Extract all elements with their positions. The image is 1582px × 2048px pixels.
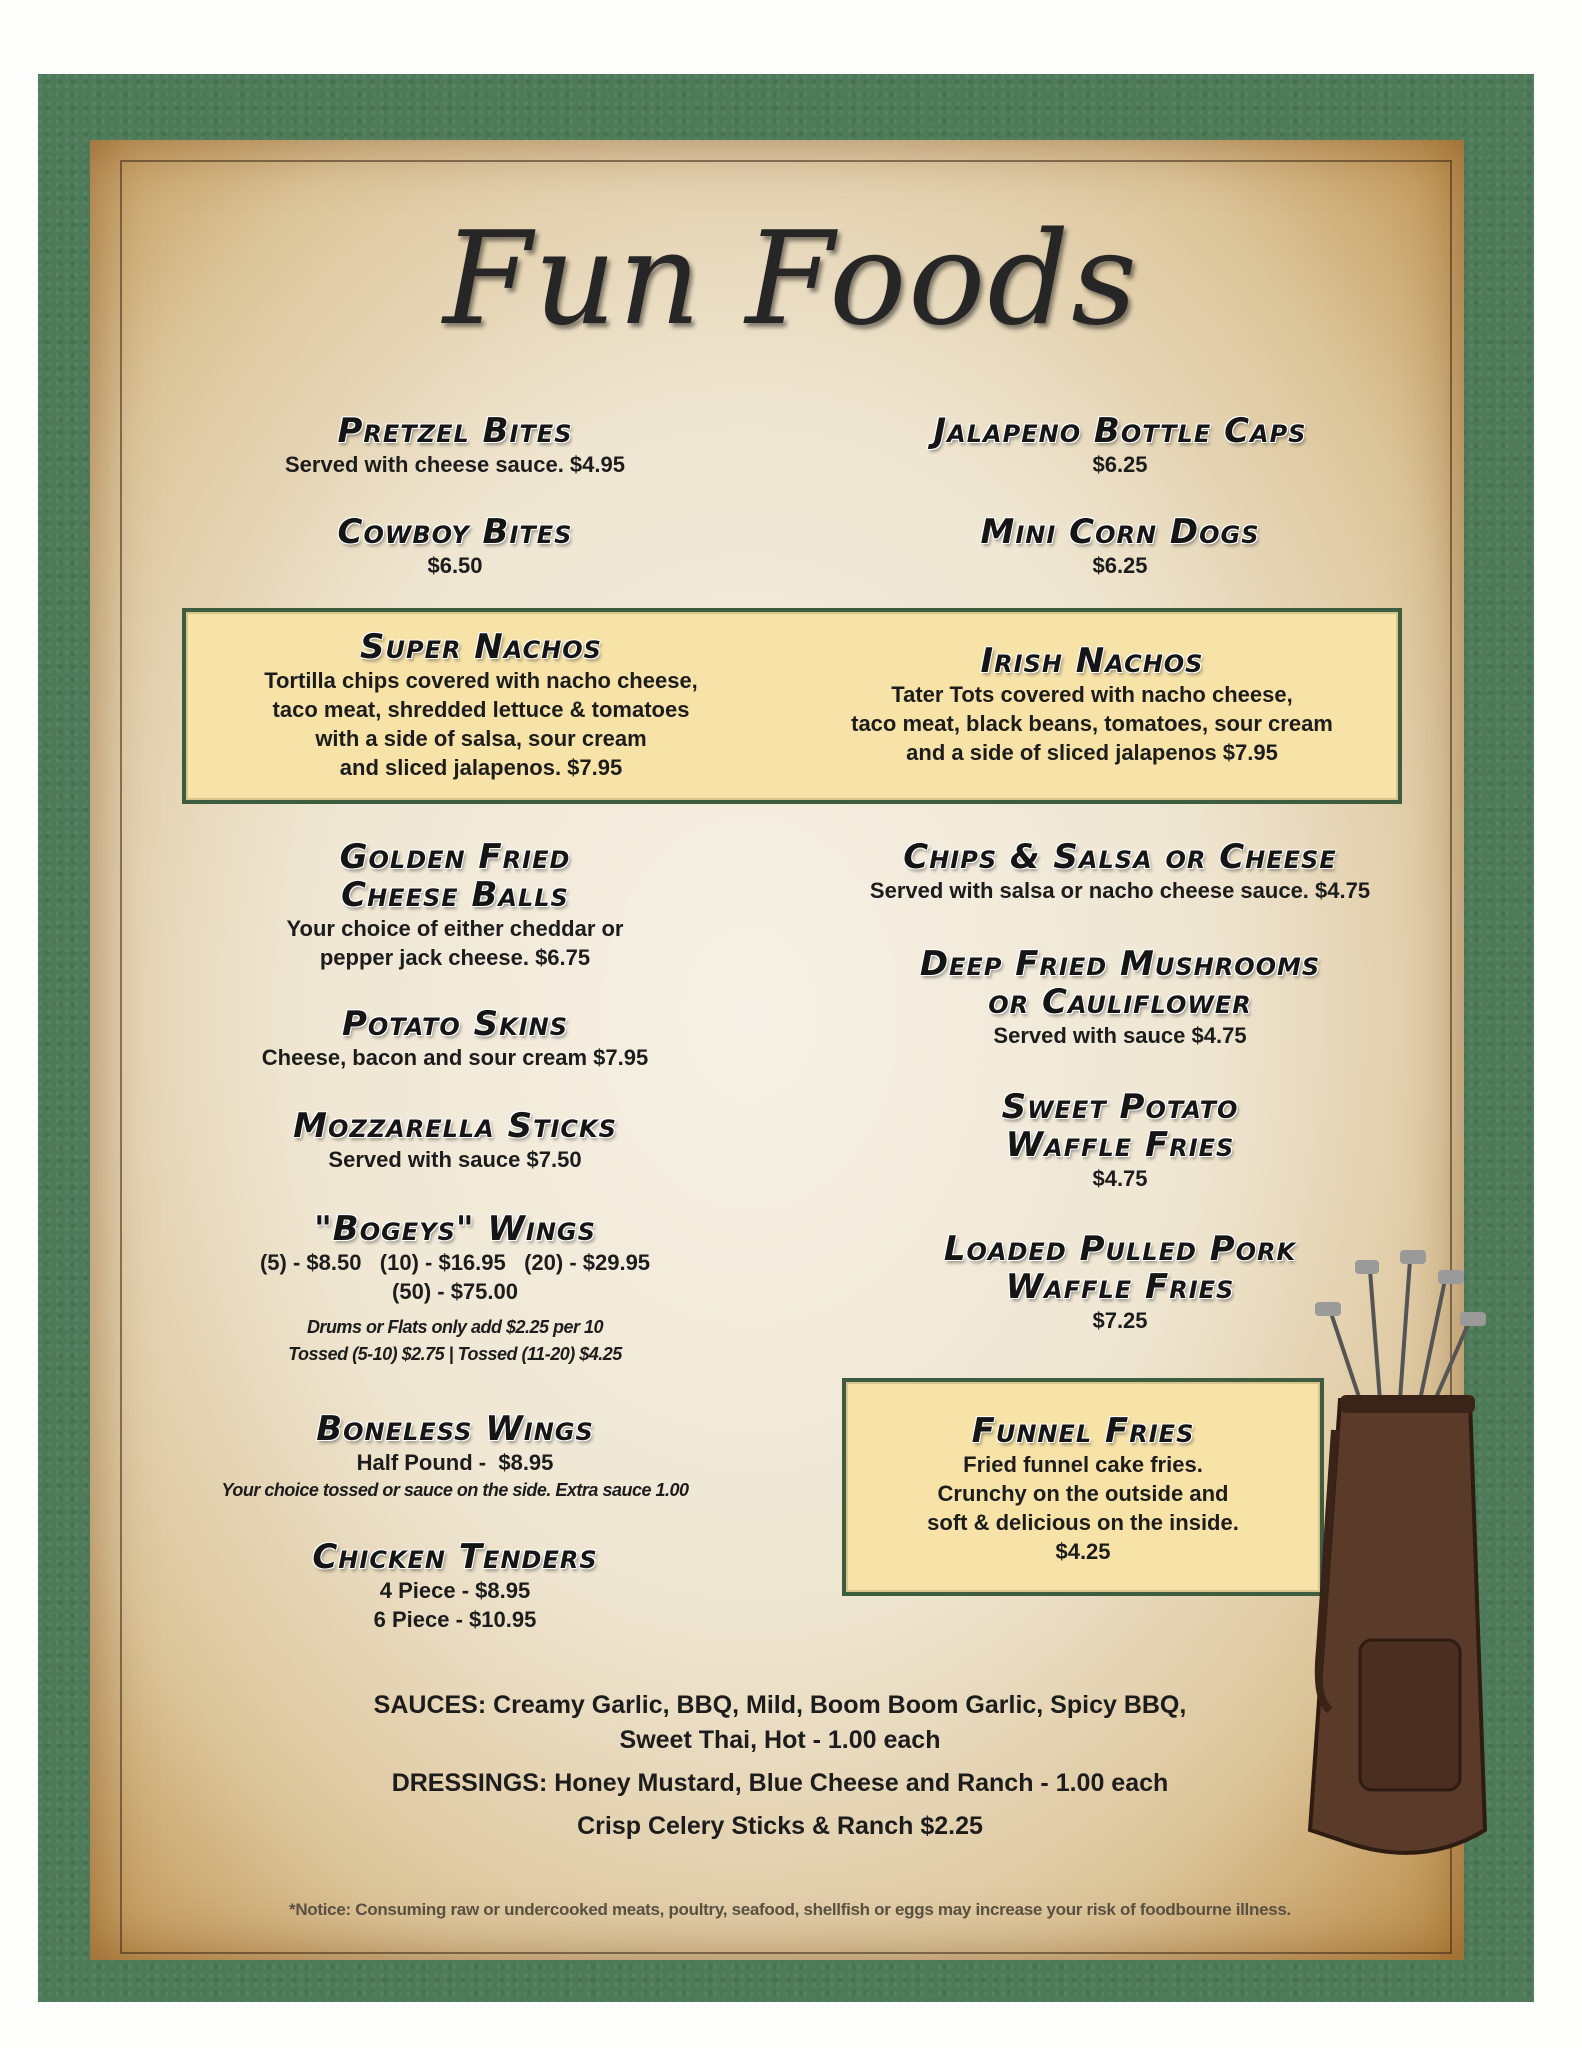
item-name: Mozzarella Sticks <box>293 1106 617 1146</box>
item-name: Cowboy Bites <box>337 512 573 552</box>
item-desc: pepper jack cheese. $6.75 <box>319 945 591 970</box>
menu-item-jalapeno-bottle-caps <box>800 412 1440 479</box>
item-name-line: Deep Fried Mushrooms <box>919 944 1321 984</box>
item-note: Your choice tossed or sauce on the side. Extra sauce 1.00 <box>221 1480 689 1500</box>
menu-item-super-nachos <box>186 628 776 782</box>
menu-item-cowboy-bites <box>195 513 715 580</box>
menu-item-pretzel-bites <box>195 412 715 479</box>
item-desc: and a side of sliced jalapenos $7.95 <box>906 740 1278 765</box>
menu-item-mozzarella-sticks <box>195 1107 715 1174</box>
item-desc: Tater Tots covered with nacho cheese, <box>891 682 1293 707</box>
item-name: Irish Nachos <box>980 641 1204 681</box>
item-desc: 6 Piece - $10.95 <box>373 1607 537 1632</box>
item-name-line: Sweet Potato <box>1001 1087 1239 1127</box>
item-desc: taco meat, shredded lettuce & tomatoes <box>272 697 690 722</box>
menu-item-irish-nachos <box>786 642 1398 767</box>
funnel-fries-box <box>842 1378 1324 1596</box>
item-desc: $7.25 <box>1092 1308 1148 1333</box>
menu-item-bogeys-wings <box>195 1210 715 1368</box>
item-desc: Your choice of either cheddar or <box>286 916 624 941</box>
item-desc: Tortilla chips covered with nacho cheese, <box>264 668 698 693</box>
item-name: "Bogeys" Wings <box>314 1209 596 1249</box>
menu-item-potato-skins <box>195 1005 715 1072</box>
item-desc: Half Pound - $8.95 <box>356 1450 554 1475</box>
item-name-line: Waffle Fries <box>1005 1267 1235 1307</box>
menu-item-golden-fried-cheese-balls <box>195 838 715 972</box>
dressings-line: DRESSINGS: Honey Mustard, Blue Cheese and Ranch - 1.00 each <box>391 1769 1169 1797</box>
item-desc: soft & delicious on the inside. <box>927 1510 1239 1535</box>
sauces-section <box>250 1688 1310 1844</box>
celery-line: Crisp Celery Sticks & Ranch $2.25 <box>577 1812 983 1840</box>
item-name: Jalapeno Bottle Caps <box>933 411 1307 451</box>
item-desc: $6.50 <box>427 553 483 578</box>
menu-item-chicken-tenders <box>195 1538 715 1634</box>
item-desc: $6.25 <box>1092 553 1148 578</box>
sauces-line: SAUCES: Creamy Garlic, BBQ, Mild, Boom Boom Garlic, Spicy BBQ, <box>373 1691 1187 1719</box>
item-desc: Served with cheese sauce. $4.95 <box>285 452 625 477</box>
item-desc: (5) - $8.50 (10) - $16.95 (20) - $29.95 <box>259 1250 651 1275</box>
item-name: Boneless Wings <box>316 1409 594 1449</box>
item-desc: and sliced jalapenos. $7.95 <box>339 755 623 780</box>
item-name: Mini Corn Dogs <box>980 512 1260 552</box>
item-desc: taco meat, black beans, tomatoes, sour cream <box>851 711 1333 736</box>
item-desc: $4.25 <box>1055 1539 1111 1564</box>
item-name-line: Waffle Fries <box>1005 1125 1235 1165</box>
menu-item-mini-corn-dogs <box>800 513 1440 580</box>
menu-item-deep-fried-mushrooms <box>800 945 1440 1050</box>
menu-item-sweet-potato-waffle-fries <box>800 1088 1440 1193</box>
item-name: Chicken Tenders <box>312 1537 598 1577</box>
item-desc: Cheese, bacon and sour cream $7.95 <box>261 1045 649 1070</box>
item-note: Drums or Flats only add $2.25 per 10 <box>306 1317 604 1337</box>
sauces-line: Sweet Thai, Hot - 1.00 each <box>619 1726 941 1754</box>
item-desc: with a side of salsa, sour cream <box>315 726 647 751</box>
item-name-line: Cheese Balls <box>341 875 569 915</box>
item-name: Potato Skins <box>341 1004 569 1044</box>
item-desc: Served with sauce $7.50 <box>328 1147 582 1172</box>
item-name: Funnel Fries <box>971 1411 1195 1451</box>
item-desc: Served with sauce $4.75 <box>993 1023 1247 1048</box>
item-name: Chips & Salsa or Cheese <box>903 837 1337 877</box>
item-desc: $4.75 <box>1092 1166 1148 1191</box>
menu-item-funnel-fries <box>846 1412 1320 1566</box>
item-desc: Fried funnel cake fries. <box>963 1452 1203 1477</box>
item-desc: (50) - $75.00 <box>392 1279 518 1304</box>
health-notice: *Notice: Consuming raw or undercooked meats, poultry, seafood, shellfish or eggs may increase your risk of foodbourne illness. <box>289 1900 1291 1919</box>
page-title: Fun Foods <box>443 205 1139 354</box>
item-desc: Served with salsa or nacho cheese sauce. $4.75 <box>869 878 1371 903</box>
menu-item-boneless-wings <box>195 1410 715 1504</box>
item-desc: $6.25 <box>1092 452 1148 477</box>
nachos-highlight-box <box>182 608 1402 804</box>
item-name: Pretzel Bites <box>337 411 573 451</box>
menu-item-chips-salsa <box>800 838 1440 905</box>
item-name: Super Nachos <box>360 627 602 667</box>
item-name-line: Golden Fried <box>339 837 571 877</box>
item-desc: Crunchy on the outside and <box>937 1481 1229 1506</box>
item-note: Tossed (5-10) $2.75 | Tossed (11-20) $4.25 <box>288 1344 622 1364</box>
item-name-line: Loaded Pulled Pork <box>943 1229 1297 1269</box>
item-name-line: or Cauliflower <box>988 982 1252 1022</box>
item-desc: 4 Piece - $8.95 <box>379 1578 531 1603</box>
